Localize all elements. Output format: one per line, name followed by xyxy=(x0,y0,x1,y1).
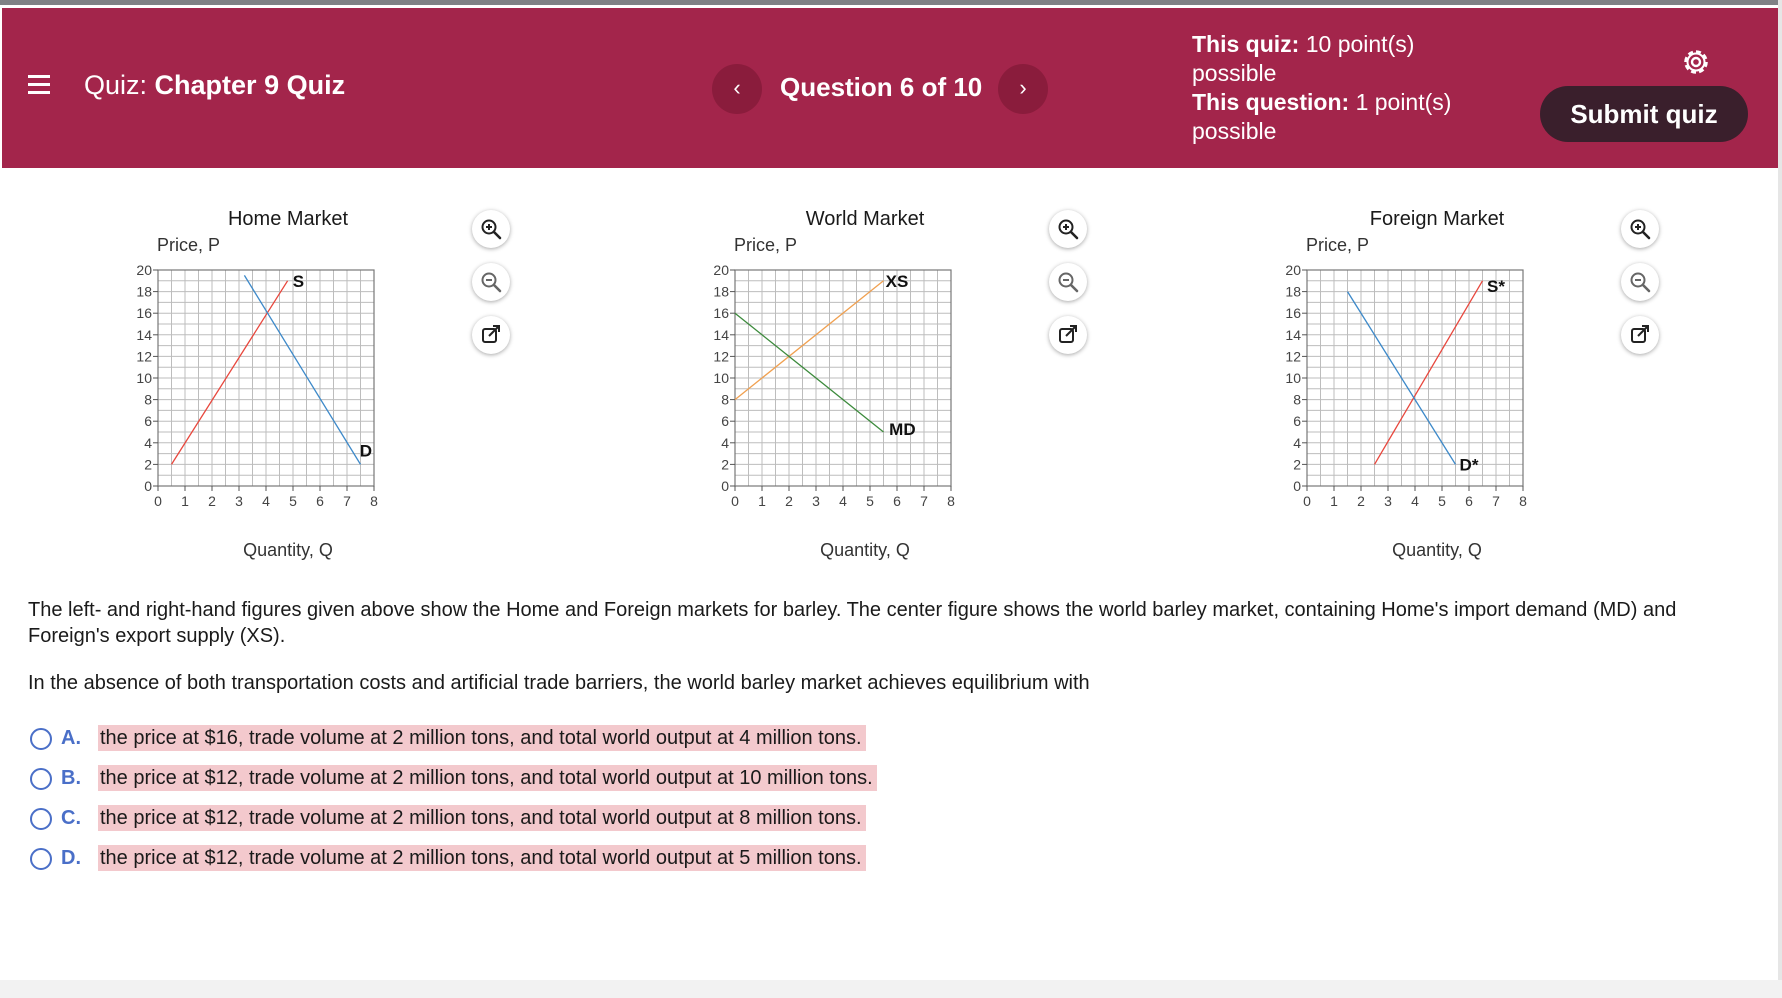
zoom-out-icon xyxy=(479,270,503,294)
popout-button[interactable] xyxy=(472,316,510,354)
y-tick-label: 14 xyxy=(1285,326,1301,343)
x-axis-label: Quantity, Q xyxy=(243,540,333,560)
radio-button[interactable] xyxy=(30,768,52,790)
x-tick-label: 3 xyxy=(812,493,820,509)
x-tick-label: 7 xyxy=(343,493,351,509)
y-axis-label: Price, P xyxy=(734,235,798,255)
x-tick-label: 8 xyxy=(1519,493,1527,509)
zoom-in-icon xyxy=(1056,217,1080,241)
curve-label-s: S xyxy=(292,271,305,291)
option-text[interactable]: the price at $12, trade volume at 2 million tons, and total world output at 8 million tons. xyxy=(98,805,866,831)
world-market-plot xyxy=(705,260,1025,540)
curve-label-s-star: S* xyxy=(1487,277,1505,297)
x-tick-label: 4 xyxy=(839,493,847,509)
y-tick-label: 8 xyxy=(144,391,152,408)
y-tick-label: 10 xyxy=(136,370,152,386)
next-question-button[interactable] xyxy=(998,64,1048,114)
quiz-prefix: Quiz: xyxy=(84,70,148,100)
radio-button[interactable] xyxy=(30,808,52,830)
zoom-in-icon xyxy=(479,217,503,241)
y-tick-label: 20 xyxy=(713,262,729,278)
hamburger-icon[interactable] xyxy=(28,75,50,95)
bottom-bar xyxy=(0,980,1782,998)
quiz-points-label: This quiz: xyxy=(1192,31,1300,57)
y-tick-label: 6 xyxy=(144,413,152,430)
quiz-points-value: 10 point(s) possible xyxy=(1192,31,1415,86)
x-tick-label: 1 xyxy=(1330,493,1338,509)
x-tick-label: 6 xyxy=(1465,493,1473,509)
chart-title: Home Market xyxy=(227,208,349,230)
zoom-out-button[interactable] xyxy=(1621,263,1659,301)
y-tick-label: 18 xyxy=(1285,283,1301,300)
zoom-out-icon xyxy=(1628,270,1652,294)
top-divider xyxy=(0,0,1782,5)
curve-label-md: MD xyxy=(889,419,916,439)
popout-icon xyxy=(1056,323,1080,347)
x-tick-label: 2 xyxy=(785,493,793,509)
y-tick-label: 0 xyxy=(144,478,152,494)
y-tick-label: 4 xyxy=(721,434,729,451)
x-tick-label: 7 xyxy=(1492,493,1500,509)
y-tick-label: 16 xyxy=(136,305,152,322)
option-letter: B. xyxy=(61,767,81,789)
chevron-right-icon: › xyxy=(1019,75,1027,100)
y-tick-label: 10 xyxy=(1285,370,1301,386)
y-tick-label: 12 xyxy=(713,348,729,365)
popout-button[interactable] xyxy=(1049,316,1087,354)
y-tick-label: 6 xyxy=(721,413,729,430)
y-tick-label: 16 xyxy=(713,305,729,322)
zoom-in-icon xyxy=(1628,217,1652,241)
x-axis-label: Quantity, Q xyxy=(1392,540,1482,560)
quiz-name: Chapter 9 Quiz xyxy=(154,70,346,100)
y-tick-label: 2 xyxy=(1293,456,1301,473)
option-text[interactable]: the price at $12, trade volume at 2 million tons, and total world output at 5 million tons. xyxy=(98,845,866,871)
zoom-out-icon xyxy=(1056,270,1080,294)
option-letter: C. xyxy=(61,807,81,829)
zoom-in-button[interactable] xyxy=(1621,210,1659,248)
x-tick-label: 2 xyxy=(208,493,216,509)
previous-question-button[interactable] xyxy=(712,64,762,114)
option-text[interactable]: the price at $12, trade volume at 2 million tons, and total world output at 10 million tons. xyxy=(98,765,877,791)
question-prompt: In the absence of both transportation costs and artificial trade barriers, the world barley market achieves equilibrium with xyxy=(28,672,1090,694)
x-tick-label: 5 xyxy=(1438,493,1446,509)
chevron-left-icon: ‹ xyxy=(733,75,741,100)
y-tick-label: 14 xyxy=(136,326,152,343)
y-tick-label: 10 xyxy=(713,370,729,386)
y-tick-label: 14 xyxy=(713,326,729,343)
curve-label-d: D xyxy=(359,441,373,461)
y-tick-label: 0 xyxy=(721,478,729,494)
y-tick-label: 2 xyxy=(144,456,152,473)
x-tick-label: 7 xyxy=(920,493,928,509)
option-text[interactable]: the price at $16, trade volume at 2 million tons, and total world output at 4 million tons. xyxy=(98,725,866,751)
y-axis-label: Price, P xyxy=(1306,235,1370,255)
y-tick-label: 8 xyxy=(1293,391,1301,408)
y-tick-label: 12 xyxy=(1285,348,1301,365)
curve-md xyxy=(735,313,884,432)
foreign-market-plot xyxy=(1277,260,1597,540)
y-tick-label: 16 xyxy=(1285,305,1301,322)
y-axis-label: Price, P xyxy=(157,235,221,255)
question-points-label: This question: xyxy=(1192,89,1350,115)
curve-d xyxy=(244,275,360,464)
x-tick-label: 6 xyxy=(316,493,324,509)
x-tick-label: 5 xyxy=(866,493,874,509)
zoom-out-button[interactable] xyxy=(1049,263,1087,301)
curve-label-xs: XS xyxy=(885,271,909,291)
radio-button[interactable] xyxy=(30,848,52,870)
curve-label-d-star: D* xyxy=(1459,455,1479,475)
zoom-in-button[interactable] xyxy=(1049,210,1087,248)
option-letter: A. xyxy=(61,727,81,749)
curve-xs xyxy=(735,281,884,400)
x-tick-label: 8 xyxy=(370,493,378,509)
submit-quiz-button[interactable]: Submit quiz xyxy=(1540,86,1748,142)
chart-title: Foreign Market xyxy=(1369,208,1505,230)
x-tick-label: 0 xyxy=(1303,493,1311,509)
question-points-value: 1 point(s) possible xyxy=(1192,89,1452,144)
quiz-title xyxy=(84,70,345,101)
question-counter: Question 6 of 10 xyxy=(780,72,983,102)
y-tick-label: 20 xyxy=(136,262,152,278)
y-tick-label: 18 xyxy=(136,283,152,300)
radio-button[interactable] xyxy=(30,728,52,750)
gear-icon[interactable] xyxy=(1680,46,1712,78)
x-axis-label: Quantity, Q xyxy=(820,540,910,560)
x-tick-label: 1 xyxy=(181,493,189,509)
chart-title: World Market xyxy=(805,208,925,230)
x-tick-label: 3 xyxy=(1384,493,1392,509)
zoom-out-button[interactable] xyxy=(472,263,510,301)
x-tick-label: 4 xyxy=(262,493,270,509)
curve-s xyxy=(172,281,288,465)
popout-icon xyxy=(479,323,503,347)
y-tick-label: 20 xyxy=(1285,262,1301,278)
x-tick-label: 0 xyxy=(731,493,739,509)
points-info xyxy=(1192,30,1492,146)
x-tick-label: 0 xyxy=(154,493,162,509)
home-market-chart xyxy=(128,205,448,565)
y-tick-label: 0 xyxy=(1293,478,1301,494)
y-tick-label: 8 xyxy=(721,391,729,408)
x-tick-label: 8 xyxy=(947,493,955,509)
x-tick-label: 5 xyxy=(289,493,297,509)
x-tick-label: 1 xyxy=(758,493,766,509)
right-scroll-edge xyxy=(1778,0,1782,998)
y-tick-label: 12 xyxy=(136,348,152,365)
world-market-chart xyxy=(705,205,1025,565)
x-tick-label: 6 xyxy=(893,493,901,509)
x-tick-label: 4 xyxy=(1411,493,1419,509)
zoom-in-button[interactable] xyxy=(472,210,510,248)
y-tick-label: 2 xyxy=(721,456,729,473)
y-tick-label: 4 xyxy=(1293,434,1301,451)
popout-button[interactable] xyxy=(1621,316,1659,354)
y-tick-label: 6 xyxy=(1293,413,1301,430)
foreign-market-chart xyxy=(1277,205,1597,565)
popout-icon xyxy=(1628,323,1652,347)
y-tick-label: 18 xyxy=(713,283,729,300)
quiz-header xyxy=(2,8,1778,168)
x-tick-label: 3 xyxy=(235,493,243,509)
question-intro: The left- and right-hand figures given above show the Home and Foreign markets for barley. The center figure shows the world barley market, containing Home's import demand (MD) and Foreign's export supply (XS). xyxy=(28,599,1677,647)
x-tick-label: 2 xyxy=(1357,493,1365,509)
option-letter: D. xyxy=(61,847,81,869)
home-market-plot xyxy=(128,260,448,540)
y-tick-label: 4 xyxy=(144,434,152,451)
